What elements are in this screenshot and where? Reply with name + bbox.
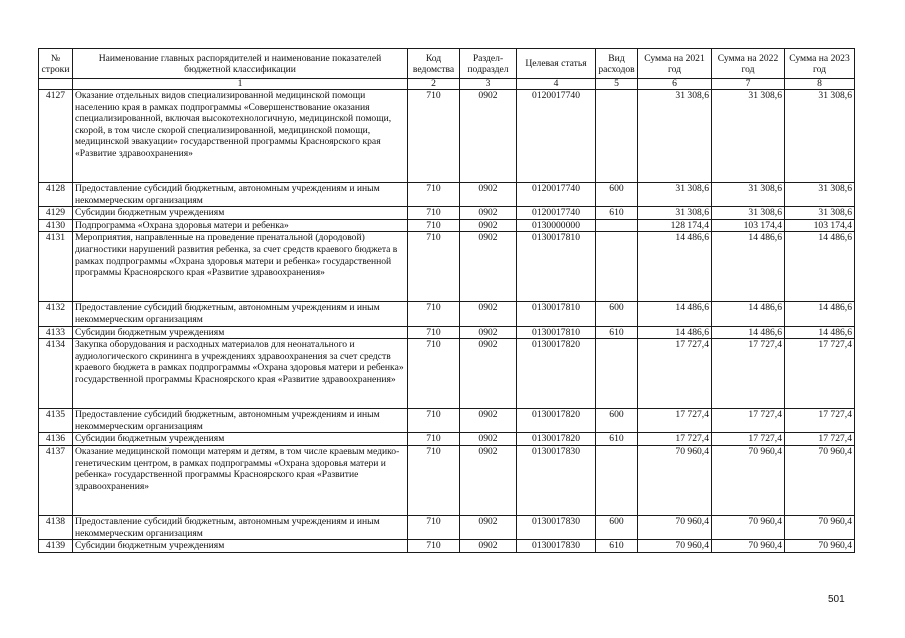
dept-code: 710	[408, 339, 460, 409]
sum-2021: 14 486,6	[638, 326, 712, 339]
target-code: 0130017810	[517, 232, 596, 302]
page-number: 501	[828, 594, 845, 605]
section-code: 0902	[460, 326, 517, 339]
sum-2022: 17 727,4	[712, 339, 785, 409]
row-number: 4137	[39, 445, 73, 515]
indicator-name: Субсидии бюджетным учреждениям	[73, 540, 408, 553]
indicator-name: Подпрограмма «Охрана здоровья матери и ребенка»	[73, 219, 408, 232]
indicator-name: Предоставление субсидий бюджетным, автономным учреждениям и иным некоммерческим организациям	[73, 409, 408, 433]
table-row	[39, 445, 855, 515]
target-code: 0130017830	[517, 445, 596, 515]
sum-2021: 31 308,6	[638, 90, 712, 183]
indicator-name: Предоставление субсидий бюджетным, автономным учреждениям и иным некоммерческим организациям	[73, 302, 408, 326]
section-code: 0902	[460, 302, 517, 326]
column-number: 3	[460, 79, 517, 90]
table-row	[39, 207, 855, 220]
sum-2023: 103 174,4	[785, 219, 855, 232]
sum-2023: 17 727,4	[785, 409, 855, 433]
column-number: 5	[596, 79, 638, 90]
row-number: 4129	[39, 207, 73, 220]
header-sum-2021: Сумма на 2021 год	[638, 49, 712, 79]
column-number: 8	[785, 79, 855, 90]
sum-2021: 17 727,4	[638, 433, 712, 446]
sum-2021: 17 727,4	[638, 409, 712, 433]
dept-code: 710	[408, 183, 460, 207]
sum-2021: 31 308,6	[638, 207, 712, 220]
target-code: 0120017740	[517, 183, 596, 207]
table-row	[39, 232, 855, 302]
dept-code: 710	[408, 540, 460, 553]
row-number: 4135	[39, 409, 73, 433]
dept-code: 710	[408, 433, 460, 446]
header-sum-2022: Сумма на 2022 год	[712, 49, 785, 79]
expense-type: 610	[596, 540, 638, 553]
target-code: 0130000000	[517, 219, 596, 232]
target-code: 0130017810	[517, 326, 596, 339]
target-code: 0130017810	[517, 302, 596, 326]
dept-code: 710	[408, 302, 460, 326]
budget-table	[38, 48, 855, 553]
sum-2021: 31 308,6	[638, 183, 712, 207]
row-number: 4134	[39, 339, 73, 409]
indicator-name: Субсидии бюджетным учреждениям	[73, 207, 408, 220]
expense-type: 600	[596, 409, 638, 433]
section-code: 0902	[460, 219, 517, 232]
header-row	[39, 49, 855, 79]
table-body	[39, 90, 855, 553]
section-code: 0902	[460, 540, 517, 553]
dept-code: 710	[408, 409, 460, 433]
table-row	[39, 302, 855, 326]
expense-type: 600	[596, 515, 638, 539]
table-row	[39, 183, 855, 207]
expense-type: 600	[596, 183, 638, 207]
indicator-name: Субсидии бюджетным учреждениям	[73, 433, 408, 446]
sum-2022: 70 960,4	[712, 445, 785, 515]
dept-code: 710	[408, 326, 460, 339]
header-name: Наименование главных распорядителей и наименование показателей бюджетной классификации	[73, 49, 408, 79]
row-number: 4128	[39, 183, 73, 207]
dept-code: 710	[408, 232, 460, 302]
target-code: 0120017740	[517, 90, 596, 183]
header-expense-type: Вид расходов	[596, 49, 638, 79]
expense-type: 610	[596, 207, 638, 220]
sum-2023: 14 486,6	[785, 302, 855, 326]
sum-2022: 70 960,4	[712, 540, 785, 553]
header-sum-2023: Сумма на 2023 год	[785, 49, 855, 79]
sum-2021: 14 486,6	[638, 232, 712, 302]
sum-2021: 128 174,4	[638, 219, 712, 232]
row-number: 4130	[39, 219, 73, 232]
header-section: Раздел-подраздел	[460, 49, 517, 79]
table-row	[39, 540, 855, 553]
dept-code: 710	[408, 515, 460, 539]
sum-2023: 31 308,6	[785, 207, 855, 220]
header-target: Целевая статья	[517, 49, 596, 79]
sum-2023: 31 308,6	[785, 183, 855, 207]
sum-2022: 70 960,4	[712, 515, 785, 539]
sum-2022: 103 174,4	[712, 219, 785, 232]
sum-2023: 70 960,4	[785, 445, 855, 515]
column-number: 4	[517, 79, 596, 90]
dept-code: 710	[408, 219, 460, 232]
section-code: 0902	[460, 207, 517, 220]
target-code: 0130017820	[517, 433, 596, 446]
sum-2022: 31 308,6	[712, 183, 785, 207]
column-number-row	[39, 79, 855, 90]
table-row	[39, 90, 855, 183]
section-code: 0902	[460, 339, 517, 409]
section-code: 0902	[460, 183, 517, 207]
table-row	[39, 433, 855, 446]
sum-2023: 70 960,4	[785, 540, 855, 553]
target-code: 0120017740	[517, 207, 596, 220]
indicator-name: Предоставление субсидий бюджетным, автономным учреждениям и иным некоммерческим организациям	[73, 183, 408, 207]
table-row	[39, 409, 855, 433]
dept-code: 710	[408, 445, 460, 515]
sum-2023: 31 308,6	[785, 90, 855, 183]
header-row-no: № строки	[39, 49, 73, 79]
target-code: 0130017830	[517, 540, 596, 553]
table-row	[39, 326, 855, 339]
sum-2022: 17 727,4	[712, 409, 785, 433]
sum-2022: 14 486,6	[712, 232, 785, 302]
table-row	[39, 339, 855, 409]
expense-type	[596, 232, 638, 302]
section-code: 0902	[460, 515, 517, 539]
row-number: 4138	[39, 515, 73, 539]
indicator-name: Предоставление субсидий бюджетным, автономным учреждениям и иным некоммерческим организациям	[73, 515, 408, 539]
header-dept-code: Код ведомства	[408, 49, 460, 79]
row-number: 4139	[39, 540, 73, 553]
table-row	[39, 219, 855, 232]
sum-2021: 17 727,4	[638, 339, 712, 409]
sum-2022: 17 727,4	[712, 433, 785, 446]
table-row	[39, 515, 855, 539]
sum-2023: 70 960,4	[785, 515, 855, 539]
sum-2021: 70 960,4	[638, 540, 712, 553]
dept-code: 710	[408, 207, 460, 220]
section-code: 0902	[460, 90, 517, 183]
indicator-name: Субсидии бюджетным учреждениям	[73, 326, 408, 339]
sum-2023: 17 727,4	[785, 339, 855, 409]
indicator-name: Мероприятия, направленные на проведение пренатальной (дородовой) диагностики нарушений развития ребенка, за счет средств краевого бюджета в рамках подпрограммы «Охрана здоровья матери и ребенка» государственной программы Красноярского края «Развитие здравоохранения»	[73, 232, 408, 302]
column-number: 2	[408, 79, 460, 90]
section-code: 0902	[460, 445, 517, 515]
sum-2023: 14 486,6	[785, 326, 855, 339]
target-code: 0130017820	[517, 409, 596, 433]
target-code: 0130017820	[517, 339, 596, 409]
sum-2023: 14 486,6	[785, 232, 855, 302]
section-code: 0902	[460, 433, 517, 446]
dept-code: 710	[408, 90, 460, 183]
sum-2022: 14 486,6	[712, 326, 785, 339]
section-code: 0902	[460, 232, 517, 302]
target-code: 0130017830	[517, 515, 596, 539]
sum-2022: 14 486,6	[712, 302, 785, 326]
column-number: 6	[638, 79, 712, 90]
indicator-name: Закупка оборудования и расходных материалов для неонатального и аудиологического скрининга в учреждениях здравоохранения за счет средств краевого бюджета в рамках подпрограммы «Охрана здоровья матери и ребенка» государственной программы Красноярского края «Развитие здравоохранения»	[73, 339, 408, 409]
sum-2022: 31 308,6	[712, 90, 785, 183]
column-number	[39, 79, 73, 90]
expense-type: 610	[596, 433, 638, 446]
section-code: 0902	[460, 409, 517, 433]
indicator-name: Оказание отдельных видов специализированной медицинской помощи населению края в рамках подпрограммы «Совершенствование оказания специализированной, включая высокотехнологичную, медицинской помощи, скорой, в том числе скорой специализированной, медицинской помощи, медицинской эвакуации» государственной программы Красноярского края «Развитие здравоохранения»	[73, 90, 408, 183]
row-number: 4136	[39, 433, 73, 446]
expense-type	[596, 90, 638, 183]
sum-2022: 31 308,6	[712, 207, 785, 220]
expense-type	[596, 445, 638, 515]
row-number: 4132	[39, 302, 73, 326]
row-number: 4127	[39, 90, 73, 183]
sum-2021: 70 960,4	[638, 515, 712, 539]
expense-type	[596, 219, 638, 232]
expense-type: 600	[596, 302, 638, 326]
indicator-name: Оказание медицинской помощи матерям и детям, в том числе краевым медико-генетическим центром, в рамках подпрограммы «Охрана здоровья матери и ребенка» государственной программы Красноярского края «Развитие здравоохранения»	[73, 445, 408, 515]
sum-2021: 14 486,6	[638, 302, 712, 326]
expense-type: 610	[596, 326, 638, 339]
sum-2021: 70 960,4	[638, 445, 712, 515]
expense-type	[596, 339, 638, 409]
column-number: 1	[73, 79, 408, 90]
row-number: 4131	[39, 232, 73, 302]
sum-2023: 17 727,4	[785, 433, 855, 446]
row-number: 4133	[39, 326, 73, 339]
column-number: 7	[712, 79, 785, 90]
